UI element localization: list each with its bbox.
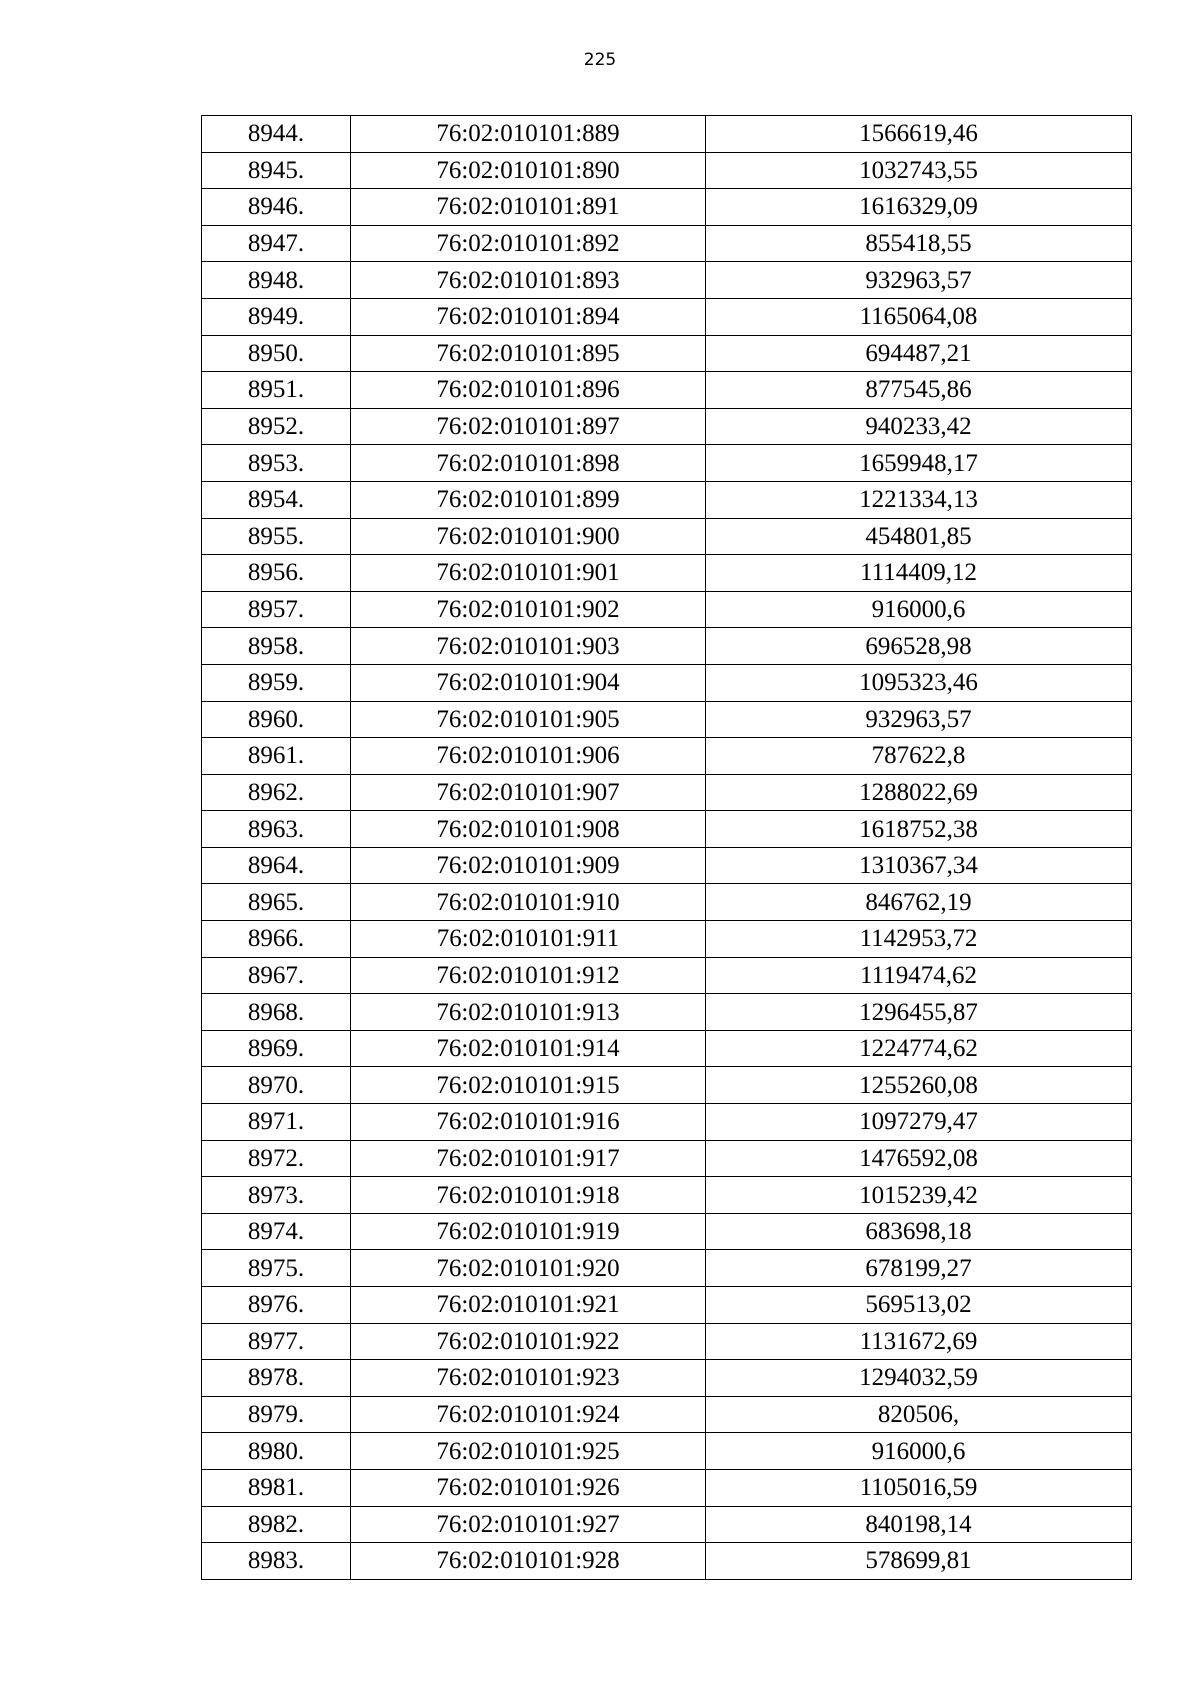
cadastral-number-cell: 76:02:010101:893 (351, 262, 706, 299)
cadastral-number-cell: 76:02:010101:896 (351, 372, 706, 409)
row-number-cell: 8948. (202, 262, 351, 299)
row-number-cell: 8945. (202, 152, 351, 189)
table-row (202, 445, 1132, 482)
cadastral-value-cell: 454801,85 (706, 518, 1132, 555)
row-number-cell: 8960. (202, 701, 351, 738)
table-row (202, 811, 1132, 848)
cadastral-number-cell: 76:02:010101:917 (351, 1140, 706, 1177)
cadastral-number-cell: 76:02:010101:927 (351, 1506, 706, 1543)
cadastral-number-cell: 76:02:010101:892 (351, 225, 706, 262)
row-number-cell: 8947. (202, 225, 351, 262)
table-row (202, 1506, 1132, 1543)
cadastral-value-cell: 1659948,17 (706, 445, 1132, 482)
cadastral-number-cell: 76:02:010101:894 (351, 298, 706, 335)
row-number-cell: 8954. (202, 481, 351, 518)
row-number-cell: 8944. (202, 116, 351, 153)
table-row (202, 738, 1132, 775)
table-row (202, 1067, 1132, 1104)
cadastral-number-cell: 76:02:010101:918 (351, 1177, 706, 1214)
table-row (202, 1360, 1132, 1397)
table-row (202, 1543, 1132, 1580)
cadastral-value-cell: 678199,27 (706, 1250, 1132, 1287)
cadastral-value-cell: 694487,21 (706, 335, 1132, 372)
table-row (202, 225, 1132, 262)
table-row (202, 189, 1132, 226)
table-row (202, 262, 1132, 299)
row-number-cell: 8965. (202, 884, 351, 921)
row-number-cell: 8962. (202, 774, 351, 811)
row-number-cell: 8976. (202, 1287, 351, 1324)
table-row (202, 1177, 1132, 1214)
cadastral-number-cell: 76:02:010101:902 (351, 591, 706, 628)
cadastral-number-cell: 76:02:010101:920 (351, 1250, 706, 1287)
row-number-cell: 8952. (202, 408, 351, 445)
cadastral-value-cell: 1032743,55 (706, 152, 1132, 189)
cadastral-value-cell: 1097279,47 (706, 1104, 1132, 1141)
cadastral-number-cell: 76:02:010101:889 (351, 116, 706, 153)
cadastral-value-cell: 840198,14 (706, 1506, 1132, 1543)
row-number-cell: 8955. (202, 518, 351, 555)
cadastral-number-cell: 76:02:010101:901 (351, 555, 706, 592)
cadastral-value-cell: 683698,18 (706, 1213, 1132, 1250)
table-row (202, 1323, 1132, 1360)
cadastral-number-cell: 76:02:010101:912 (351, 957, 706, 994)
table-row (202, 408, 1132, 445)
row-number-cell: 8977. (202, 1323, 351, 1360)
row-number-cell: 8979. (202, 1396, 351, 1433)
cadastral-number-cell: 76:02:010101:897 (351, 408, 706, 445)
row-number-cell: 8946. (202, 189, 351, 226)
row-number-cell: 8972. (202, 1140, 351, 1177)
row-number-cell: 8981. (202, 1469, 351, 1506)
cadastral-number-cell: 76:02:010101:919 (351, 1213, 706, 1250)
cadastral-value-cell: 787622,8 (706, 738, 1132, 775)
cadastral-number-cell: 76:02:010101:914 (351, 1030, 706, 1067)
table-row (202, 774, 1132, 811)
cadastral-number-cell: 76:02:010101:926 (351, 1469, 706, 1506)
cadastral-value-cell: 1095323,46 (706, 664, 1132, 701)
cadastral-value-cell: 932963,57 (706, 701, 1132, 738)
cadastral-value-cell: 1119474,62 (706, 957, 1132, 994)
table-row (202, 298, 1132, 335)
table-row (202, 1469, 1132, 1506)
table-row (202, 591, 1132, 628)
table-row (202, 628, 1132, 665)
row-number-cell: 8957. (202, 591, 351, 628)
table-row (202, 921, 1132, 958)
table-body (202, 116, 1132, 1580)
table-row (202, 701, 1132, 738)
table-row (202, 957, 1132, 994)
cadastral-number-cell: 76:02:010101:905 (351, 701, 706, 738)
row-number-cell: 8967. (202, 957, 351, 994)
cadastral-value-cell: 877545,86 (706, 372, 1132, 409)
page-number: 225 (583, 50, 617, 70)
row-number-cell: 8951. (202, 372, 351, 409)
row-number-cell: 8953. (202, 445, 351, 482)
cadastral-value-cell: 1566619,46 (706, 116, 1132, 153)
table-row (202, 481, 1132, 518)
cadastral-number-cell: 76:02:010101:916 (351, 1104, 706, 1141)
table-row (202, 555, 1132, 592)
cadastral-value-cell: 820506, (706, 1396, 1132, 1433)
cadastral-number-cell: 76:02:010101:903 (351, 628, 706, 665)
cadastral-number-cell: 76:02:010101:906 (351, 738, 706, 775)
table-row (202, 1396, 1132, 1433)
row-number-cell: 8949. (202, 298, 351, 335)
cadastral-value-cell: 578699,81 (706, 1543, 1132, 1580)
row-number-cell: 8970. (202, 1067, 351, 1104)
table-row (202, 664, 1132, 701)
cadastral-value-cell: 1114409,12 (706, 555, 1132, 592)
cadastral-number-cell: 76:02:010101:913 (351, 994, 706, 1031)
table-row (202, 1287, 1132, 1324)
cadastral-number-cell: 76:02:010101:928 (351, 1543, 706, 1580)
cadastral-number-cell: 76:02:010101:890 (351, 152, 706, 189)
row-number-cell: 8982. (202, 1506, 351, 1543)
table-row (202, 518, 1132, 555)
cadastral-number-cell: 76:02:010101:910 (351, 884, 706, 921)
cadastral-value-table (201, 115, 1132, 1580)
cadastral-number-cell: 76:02:010101:915 (351, 1067, 706, 1104)
cadastral-number-cell: 76:02:010101:911 (351, 921, 706, 958)
row-number-cell: 8959. (202, 664, 351, 701)
cadastral-number-cell: 76:02:010101:921 (351, 1287, 706, 1324)
table-row (202, 1433, 1132, 1470)
row-number-cell: 8975. (202, 1250, 351, 1287)
table-row (202, 1030, 1132, 1067)
cadastral-value-cell: 1310367,34 (706, 847, 1132, 884)
cadastral-value-cell: 940233,42 (706, 408, 1132, 445)
table-row (202, 1140, 1132, 1177)
row-number-cell: 8964. (202, 847, 351, 884)
table-row (202, 335, 1132, 372)
row-number-cell: 8963. (202, 811, 351, 848)
row-number-cell: 8983. (202, 1543, 351, 1580)
cadastral-value-cell: 1015239,42 (706, 1177, 1132, 1214)
cadastral-number-cell: 76:02:010101:908 (351, 811, 706, 848)
cadastral-number-cell: 76:02:010101:924 (351, 1396, 706, 1433)
cadastral-number-cell: 76:02:010101:895 (351, 335, 706, 372)
cadastral-value-cell: 569513,02 (706, 1287, 1132, 1324)
row-number-cell: 8966. (202, 921, 351, 958)
row-number-cell: 8968. (202, 994, 351, 1031)
row-number-cell: 8956. (202, 555, 351, 592)
cadastral-value-cell: 1165064,08 (706, 298, 1132, 335)
cadastral-number-cell: 76:02:010101:891 (351, 189, 706, 226)
table-row (202, 1213, 1132, 1250)
cadastral-value-cell: 855418,55 (706, 225, 1132, 262)
cadastral-value-cell: 1142953,72 (706, 921, 1132, 958)
cadastral-value-cell: 696528,98 (706, 628, 1132, 665)
cadastral-value-cell: 1296455,87 (706, 994, 1132, 1031)
cadastral-value-cell: 916000,6 (706, 591, 1132, 628)
row-number-cell: 8973. (202, 1177, 351, 1214)
cadastral-number-cell: 76:02:010101:922 (351, 1323, 706, 1360)
cadastral-number-cell: 76:02:010101:899 (351, 481, 706, 518)
table-row (202, 1104, 1132, 1141)
cadastral-number-cell: 76:02:010101:909 (351, 847, 706, 884)
table-row (202, 994, 1132, 1031)
table-row (202, 1250, 1132, 1287)
table-row (202, 372, 1132, 409)
cadastral-value-cell: 1616329,09 (706, 189, 1132, 226)
cadastral-number-cell: 76:02:010101:907 (351, 774, 706, 811)
cadastral-number-cell: 76:02:010101:904 (351, 664, 706, 701)
cadastral-value-cell: 1288022,69 (706, 774, 1132, 811)
table-row (202, 152, 1132, 189)
row-number-cell: 8950. (202, 335, 351, 372)
cadastral-value-cell: 1131672,69 (706, 1323, 1132, 1360)
table-row (202, 847, 1132, 884)
row-number-cell: 8969. (202, 1030, 351, 1067)
cadastral-value-cell: 1476592,08 (706, 1140, 1132, 1177)
row-number-cell: 8961. (202, 738, 351, 775)
table-row (202, 116, 1132, 153)
row-number-cell: 8958. (202, 628, 351, 665)
cadastral-value-cell: 1618752,38 (706, 811, 1132, 848)
table-row (202, 884, 1132, 921)
cadastral-value-cell: 1224774,62 (706, 1030, 1132, 1067)
row-number-cell: 8978. (202, 1360, 351, 1397)
cadastral-value-cell: 846762,19 (706, 884, 1132, 921)
row-number-cell: 8980. (202, 1433, 351, 1470)
row-number-cell: 8974. (202, 1213, 351, 1250)
cadastral-value-cell: 1294032,59 (706, 1360, 1132, 1397)
cadastral-number-cell: 76:02:010101:898 (351, 445, 706, 482)
cadastral-value-cell: 1105016,59 (706, 1469, 1132, 1506)
cadastral-number-cell: 76:02:010101:923 (351, 1360, 706, 1397)
cadastral-number-cell: 76:02:010101:925 (351, 1433, 706, 1470)
cadastral-value-cell: 916000,6 (706, 1433, 1132, 1470)
cadastral-value-cell: 932963,57 (706, 262, 1132, 299)
row-number-cell: 8971. (202, 1104, 351, 1141)
cadastral-value-cell: 1221334,13 (706, 481, 1132, 518)
cadastral-value-cell: 1255260,08 (706, 1067, 1132, 1104)
cadastral-number-cell: 76:02:010101:900 (351, 518, 706, 555)
